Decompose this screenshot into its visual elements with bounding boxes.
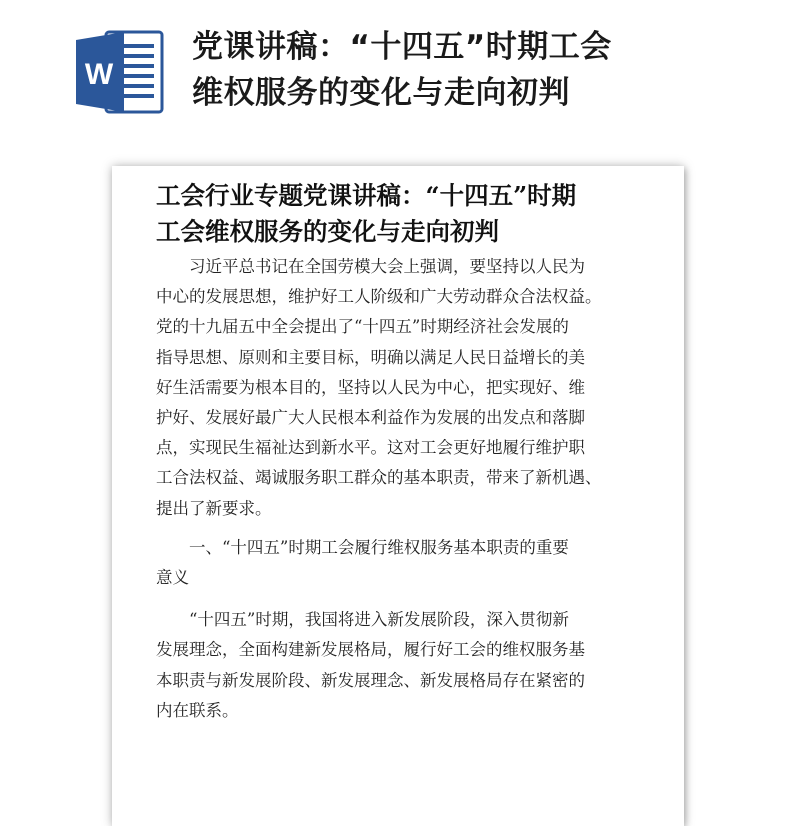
text-line: 内在联系。	[156, 700, 239, 720]
text-line: 意义	[156, 568, 189, 588]
text-line: 一、“十四五”时期工会履行维权服务基本职责的重要	[156, 537, 569, 557]
document-page	[112, 166, 684, 826]
text-line: 发展理念，全面构建新发展格局，履行好工会的维权服务基	[156, 640, 585, 660]
text-line: 工合法权益、竭诚服务职工群众的基本职责，带来了新机遇、	[156, 468, 602, 488]
text-line: 本职责与新发展阶段、新发展理念、新发展格局存在紧密的	[156, 670, 585, 690]
text-line: 指导思想、原则和主要目标，明确以满足人民日益增长的美	[156, 347, 585, 367]
header-banner	[0, 0, 800, 135]
text-line: 好生活需要为根本目的，坚持以人民为中心，把实现好、维	[156, 377, 585, 397]
document-body	[156, 252, 656, 726]
section-heading-1	[156, 533, 656, 593]
document-title-line: 工会行业专题党课讲稿：“十四五”时期	[156, 181, 577, 210]
paragraph-section-1	[156, 605, 656, 726]
header-title-line: 党课讲稿：“十四五”时期工会	[192, 29, 612, 65]
text-line: 护好、发展好最广大人民根本利益作为发展的出发点和落脚	[156, 408, 585, 428]
document-title-line: 工会维权服务的变化与走向初判	[156, 217, 499, 246]
document-title	[156, 178, 656, 250]
text-line: 中心的发展思想，维护好工人阶级和广大劳动群众合法权益。	[156, 287, 602, 307]
text-line: 党的十九届五中全会提出了“十四五”时期经济社会发展的	[156, 317, 569, 337]
paragraph-intro	[156, 252, 656, 524]
text-line: “十四五”时期，我国将进入新发展阶段，深入贯彻新	[156, 610, 569, 630]
paragraph-gap	[156, 524, 656, 533]
word-document-icon	[76, 30, 164, 114]
text-line: 提出了新要求。	[156, 498, 272, 518]
header-title	[192, 24, 782, 116]
word-icon-letter: W	[84, 58, 114, 91]
text-line: 习近平总书记在全国劳模大会上强调，要坚持以人民为	[156, 257, 585, 276]
paragraph-gap	[156, 593, 656, 605]
text-line: 点，实现民生福祉达到新水平。这对工会更好地履行维护职	[156, 438, 585, 458]
header-title-line: 维权服务的变化与走向初判	[192, 75, 570, 111]
